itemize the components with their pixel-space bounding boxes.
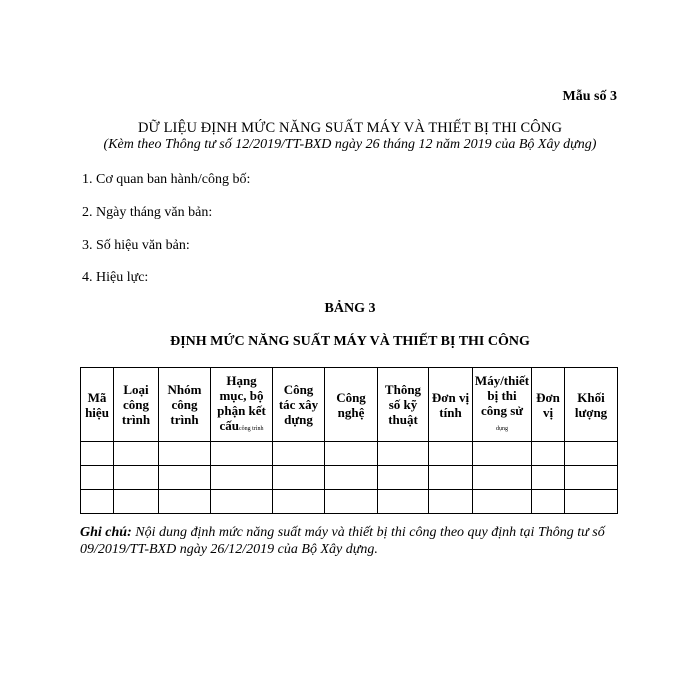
header-don-vi: Đơn vị [532, 368, 565, 442]
table-cell [159, 466, 211, 490]
form-number: Mẫu số 3 [562, 89, 617, 104]
table-cell [211, 466, 273, 490]
table-title: ĐỊNH MỨC NĂNG SUẤT MÁY VÀ THIẾT BỊ THI CÔNG [170, 334, 530, 349]
table-row [81, 442, 618, 466]
table-cell [565, 442, 618, 466]
norm-table [80, 367, 618, 514]
table-row [81, 490, 618, 514]
table-body [81, 442, 618, 514]
table-cell [378, 490, 429, 514]
footnote [80, 524, 620, 558]
document-subtitle: (Kèm theo Thông tư số 12/2019/TT-BXD ngày 26 tháng 12 năm 2019 của Bộ Xây dựng) [103, 137, 597, 152]
header-may-thiet-bi-subscript: dụng [496, 425, 508, 432]
table-cell [532, 442, 565, 466]
document-title: DỮ LIỆU ĐỊNH MỨC NĂNG SUẤT MÁY VÀ THIẾT BỊ THI CÔNG [137, 120, 563, 136]
header-don-vi-tinh: Đơn vị tính [429, 368, 473, 442]
table-cell [325, 466, 378, 490]
table-cell [532, 466, 565, 490]
footnote-text: Nội dung định mức năng suất máy và thiết bị thi công theo quy định tại Thông tư số 09/2019/TT-BXD ngày 26/12/2019 của Bộ Xây dựng. [80, 525, 605, 557]
table-cell [114, 466, 159, 490]
table-cell [273, 490, 325, 514]
field-effective-date: 4. Hiệu lực: [82, 270, 149, 285]
table-cell [473, 442, 532, 466]
field-issuing-agency: 1. Cơ quan ban hành/công bố: [82, 172, 251, 187]
table-cell [473, 490, 532, 514]
header-hang-muc-subscript: công trình [239, 425, 264, 432]
table-cell [532, 490, 565, 514]
header-khoi-luong: Khối lượng [565, 368, 618, 442]
header-hang-muc-text: Hạng mục, bộ phận kết cấu [217, 372, 266, 433]
table-cell [81, 442, 114, 466]
header-cong-tac-xay-dung: Công tác xây dựng [273, 368, 325, 442]
table-cell [325, 442, 378, 466]
table-cell [81, 490, 114, 514]
table-cell [273, 466, 325, 490]
header-nhom-cong-trinh: Nhóm công trình [159, 368, 211, 442]
table-cell [429, 466, 473, 490]
table-cell [429, 442, 473, 466]
header-hang-muc [211, 368, 273, 442]
table-cell [114, 490, 159, 514]
field-document-date: 2. Ngày tháng văn bản: [82, 205, 213, 220]
header-may-thiet-bi-text: Máy/thiết bị thi công sử [474, 372, 530, 418]
table-cell [273, 442, 325, 466]
table-cell [81, 466, 114, 490]
footnote-label: Ghi chú: [80, 525, 132, 540]
header-cong-nghe: Công nghệ [325, 368, 378, 442]
header-ma-hieu: Mã hiệu [81, 368, 114, 442]
table-row [81, 466, 618, 490]
table-cell [429, 490, 473, 514]
table-cell [211, 490, 273, 514]
table-cell [378, 442, 429, 466]
table-cell [565, 466, 618, 490]
table-cell [114, 442, 159, 466]
header-may-thiet-bi [473, 368, 532, 442]
table-cell [473, 466, 532, 490]
table-label: BẢNG 3 [324, 301, 376, 316]
field-document-number: 3. Số hiệu văn bản: [82, 238, 190, 253]
table-cell [565, 490, 618, 514]
table-cell [378, 466, 429, 490]
table-header-row [81, 368, 618, 442]
table-cell [159, 490, 211, 514]
table-cell [159, 442, 211, 466]
header-loai-cong-trinh: Loại công trình [114, 368, 159, 442]
header-thong-so-ky-thuat: Thông số kỹ thuật [378, 368, 429, 442]
table-cell [325, 490, 378, 514]
table-cell [211, 442, 273, 466]
